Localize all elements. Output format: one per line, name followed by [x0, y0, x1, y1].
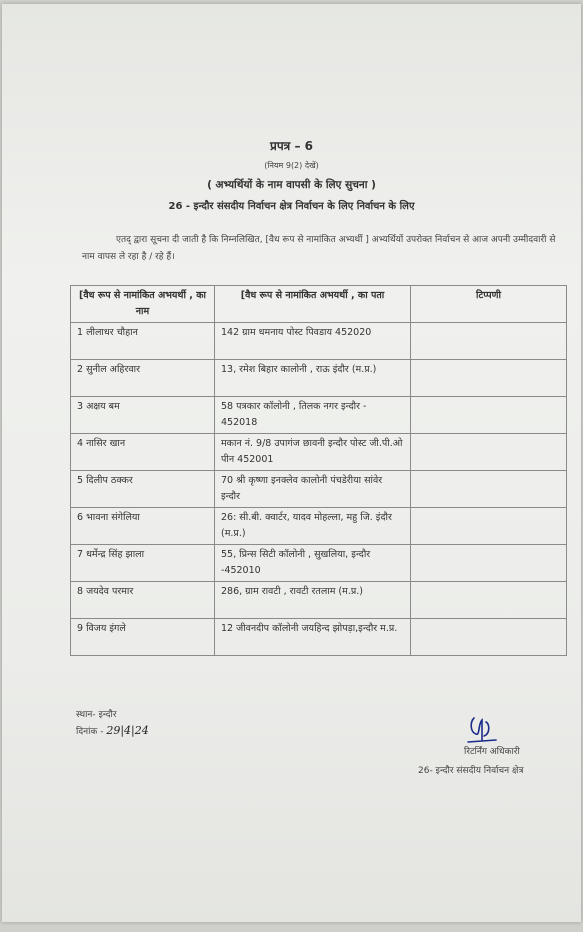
candidate-name: 3 अक्षय बम	[71, 397, 215, 434]
candidate-name: 1 लीलाधर चौहान	[71, 323, 215, 360]
officer-constituency: 26- इन्दौर संसदीय निर्वाचन क्षेत्र	[418, 766, 524, 776]
header-name: [वैध रूप से नामांकित अभयर्थी , का नाम	[71, 286, 215, 323]
table-row	[71, 545, 567, 582]
candidate-name: 5 दिलीप ठक्कर	[71, 471, 215, 508]
candidate-remark	[411, 434, 567, 471]
candidate-address: 13, रमेश बिहार कालोनी , राऊ इंदौर (म.प्र.)	[215, 360, 411, 397]
candidate-remark	[411, 582, 567, 619]
candidate-address: 26: सी.बी. क्वार्टर, यादव मोहल्ला, महु जि. इंदौर (म.प्र.)	[215, 508, 411, 545]
candidate-remark	[411, 619, 567, 656]
constituency-line: 26 - इन्दौर संसदीय निर्वाचन क्षेत्र निर्वाचन के लिए निर्वाचन के लिए	[168, 201, 415, 212]
candidates-table	[70, 285, 567, 656]
form-subtitle: ( अभ्यर्थियों के नाम वापसी के लिए सुचना )	[207, 179, 376, 191]
rule-reference: (नियम 9(2) देखें)	[264, 161, 319, 170]
candidate-name: 8 जयदेव परमार	[71, 582, 215, 619]
candidate-remark	[411, 471, 567, 508]
candidate-remark	[411, 397, 567, 434]
candidate-address: 58 पत्रकार कॉलोनी , तिलक नगर इन्दौर - 452018	[215, 397, 411, 434]
candidate-address: मकान नं. 9/8 उपागंज छावनी इन्दौर पोस्ट जी.पी.ओ पीन 452001	[215, 434, 411, 471]
table-header-row	[71, 286, 567, 323]
candidate-remark	[411, 508, 567, 545]
candidate-name: 2 सुनील अहिरवार	[71, 360, 215, 397]
candidate-remark	[411, 545, 567, 582]
candidate-address: 55, प्रिन्स सिटी कॉलोनी , सुखलिया, इन्दौर -452010	[215, 545, 411, 582]
candidate-address: 142 ग्राम धमनाय पोस्ट पिवडाय 452020	[215, 323, 411, 360]
notice-intro: एतद् द्वारा सूचना दी जाती है कि निम्नलिखित, [वैध रूप से नामांकित अभ्यर्थी ] अभ्यर्थियों उपरोक्त निर्वाचन से आज अपनी उम्मीदवारी से नाम वापस ले रहा है / रहे हैं।	[82, 235, 556, 262]
candidate-remark	[411, 323, 567, 360]
form-title: प्रपत्र – 6	[270, 139, 313, 153]
table-row	[71, 360, 567, 397]
date-label: दिनांक -	[76, 727, 104, 737]
signature-mark	[464, 714, 500, 746]
header-remark: टिप्पणी	[411, 286, 567, 323]
candidate-name: 6 भावना संगेलिया	[71, 508, 215, 545]
candidate-name: 4 नासिर खान	[71, 434, 215, 471]
candidate-name: 7 धर्मेन्द्र सिंह झाला	[71, 545, 215, 582]
table-row	[71, 582, 567, 619]
candidate-address: 70 श्री कृष्णा इनक्लेव कालोनी पंचडेरीया सांवेर इन्दौर	[215, 471, 411, 508]
candidate-address: 12 जीवनदीप कॉलोनी जयहिन्द झोपड़ा,इन्दौर म.प्र.	[215, 619, 411, 656]
date-line	[76, 724, 149, 737]
candidate-name: 9 विजय इंगले	[71, 619, 215, 656]
table-row	[71, 434, 567, 471]
table-row	[71, 471, 567, 508]
table-row	[71, 323, 567, 360]
table-row	[71, 508, 567, 545]
candidate-remark	[411, 360, 567, 397]
place-label: स्थान- इन्दौर	[76, 710, 117, 720]
candidate-address: 286, ग्राम रावटी , रावटी रतलाम (म.प्र.)	[215, 582, 411, 619]
header-address: [वैध रूप से नामांकित अभयर्थी , का पता	[215, 286, 411, 323]
officer-title: रिटर्निंग अधिकारी	[464, 747, 520, 757]
table-row	[71, 397, 567, 434]
date-value: 29|4|24	[106, 724, 149, 737]
table-row	[71, 619, 567, 656]
